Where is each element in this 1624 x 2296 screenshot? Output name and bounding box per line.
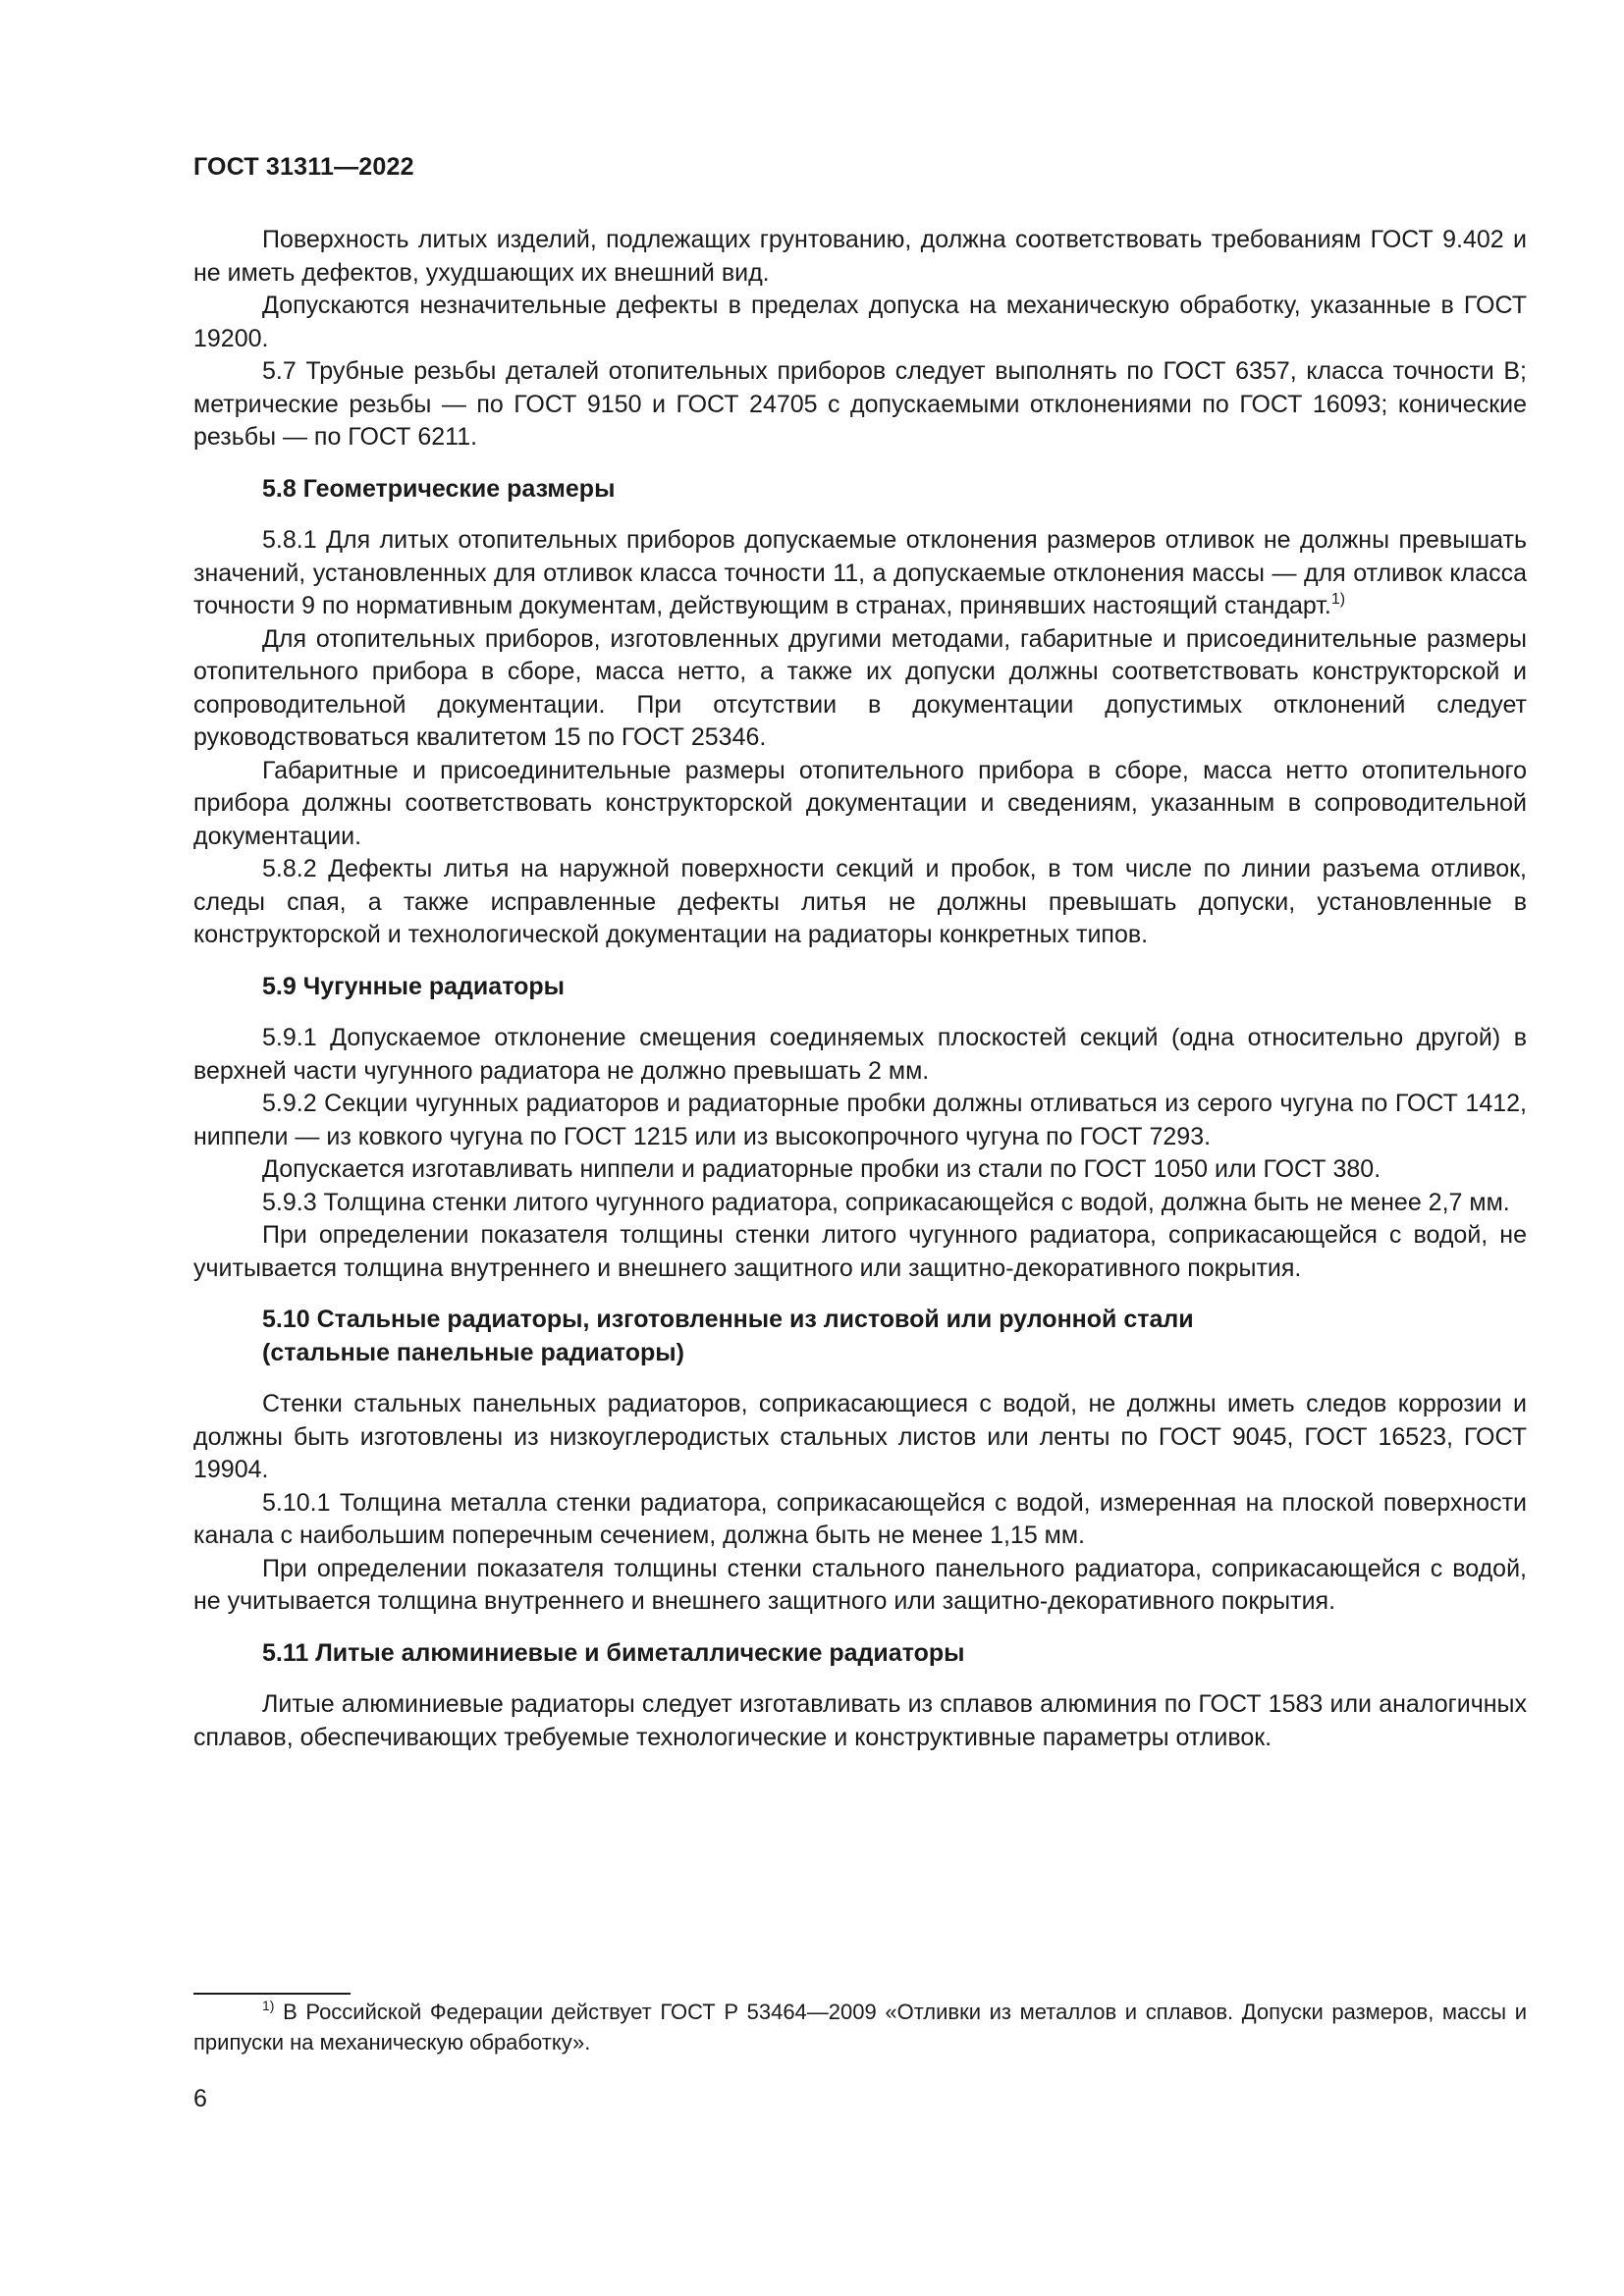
footnote-reference: 1) (1330, 591, 1346, 608)
document-header: ГОСТ 31311—2022 (193, 153, 414, 181)
paragraph: Литые алюминиевые радиаторы следует изготавливать из сплавов алюминия по ГОСТ 1583 или аналогичных сплавов, обеспечивающих требуемые технологические и конструктивные параметры отливок. (193, 1690, 1527, 1751)
paragraph: 5.8.2 Дефекты литья на наружной поверхности секций и пробок, в том числе по линии разъема отливок, следы спая, а также исправленные дефекты литья не должны превышать допуски, установленные в конструкторской и технологической документации на радиаторы конкретных типов. (193, 855, 1527, 948)
paragraph: Поверхность литых изделий, подлежащих грунтованию, должна соответствовать требованиям ГОСТ 9.402 и не иметь дефектов, ухудшающих их внешний вид. (193, 226, 1527, 287)
paragraph (193, 524, 1527, 623)
paragraph: 5.9.3 Толщина стенки литого чугунного радиатора, соприкасающейся с водой, должна быть не менее 2,7 мм. (262, 1188, 1510, 1216)
document-body (193, 224, 1527, 1754)
paragraph: Допускаются незначительные дефекты в пределах допуска на механическую обработку, указанные в ГОСТ 19200. (193, 292, 1527, 352)
paragraph-text: 5.8.1 Для литых отопительных приборов допускаемые отклонения размеров отливок не должны превышать значений, установленных для отливок класса точности 11, а допускаемые отклонения массы — для отливок класса точности 9 по нормативным документам, действующим в странах, принявших настоящий стандарт. (193, 526, 1527, 619)
footnote (193, 1997, 1527, 2057)
paragraph: Габаритные и присоединительные размеры отопительного прибора в сборе, масса нетто отопительного прибора должны соответствовать конструкторской документации и сведениям, указанным в сопроводительной документации. (193, 756, 1527, 850)
paragraph: Для отопительных приборов, изготовленных другими методами, габаритные и присоединительные размеры отопительного прибора в сборе, масса нетто, а также их допуски должны соответствовать конструкторской и сопроводительной документации. При отсутствии в документации допустимых отклонений следует руководствоваться квалитетом 15 по ГОСТ 25346. (193, 624, 1527, 751)
paragraph: Стенки стальных панельных радиаторов, соприкасающиеся с водой, не должны иметь следов коррозии и должны быть изготовлены из низкоуглеродистых стальных листов или ленты по ГОСТ 9045, ГОСТ 16523, ГОСТ 19904. (193, 1390, 1527, 1483)
paragraph: 5.10.1 Толщина металла стенки радиатора, соприкасающейся с водой, измеренная на плоской поверхности канала с наибольшим поперечным сечением, должна быть не менее 1,15 мм. (193, 1488, 1527, 1549)
footnote-body: В Российской Федерации действует ГОСТ Р 53464—2009 «Отливки из металлов и сплавов. Допуски размеров, массы и припуски на механическую обработку». (193, 2000, 1527, 2055)
section-heading-5-8: 5.8 Геометрические размеры (262, 474, 616, 503)
footnote-marker: 1) (262, 1998, 275, 2013)
footnote-divider (193, 1993, 351, 1995)
paragraph: 5.7 Трубные резьбы деталей отопительных приборов следует выполнять по ГОСТ 6357, класса точности В; метрические резьбы — по ГОСТ 9150 и ГОСТ 24705 с допускаемыми отклонениями по ГОСТ 16093; конические резьбы — по ГОСТ 6211. (193, 357, 1527, 451)
paragraph: 5.9.2 Секции чугунных радиаторов и радиаторные пробки должны отливаться из серого чугуна по ГОСТ 1412, ниппели — из ковкого чугуна по ГОСТ 1215 или из высокопрочного чугуна по ГОСТ 7293. (193, 1090, 1527, 1150)
section-heading-5-10-subtitle: (стальные панельные радиаторы) (262, 1338, 684, 1366)
paragraph: Допускается изготавливать ниппели и радиаторные пробки из стали по ГОСТ 1050 или ГОСТ 380. (262, 1155, 1381, 1183)
section-heading-5-11: 5.11 Литые алюминиевые и биметаллические радиаторы (262, 1638, 965, 1667)
paragraph: При определении показателя толщины стенки стального панельного радиатора, соприкасающейся с водой, не учитывается толщина внутреннего и внешнего защитного или защитно-декоративного покрытия. (193, 1554, 1527, 1615)
paragraph: 5.9.1 Допускаемое отклонение смещения соединяемых плоскостей секций (одна относительно другой) в верхней части чугунного радиатора не должно превышать 2 мм. (193, 1024, 1527, 1085)
page-number: 6 (193, 2085, 207, 2112)
section-heading-5-9: 5.9 Чугунные радиаторы (262, 972, 566, 1000)
section-heading-5-10: 5.10 Стальные радиаторы, изготовленные из листовой или рулонной стали (262, 1306, 1194, 1333)
paragraph: При определении показателя толщины стенки литого чугунного радиатора, соприкасающейся с водой, не учитывается толщина внутреннего и внешнего защитного или защитно-декоративного покрытия. (193, 1221, 1527, 1282)
footnote-text (193, 1997, 1527, 2057)
